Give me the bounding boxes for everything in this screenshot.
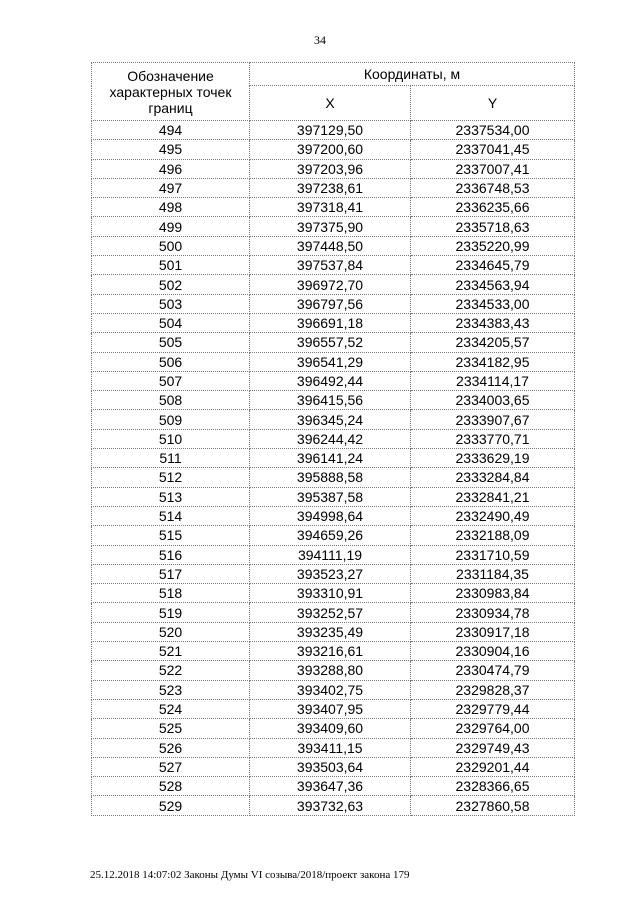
point-number-cell: 509 bbox=[92, 410, 250, 429]
point-number-cell: 518 bbox=[92, 584, 250, 603]
table-row bbox=[92, 198, 575, 217]
point-number-cell: 524 bbox=[92, 699, 250, 718]
table-row bbox=[92, 738, 575, 757]
y-coordinate-cell: 2330983,84 bbox=[411, 584, 575, 603]
y-coordinate-cell: 2334563,94 bbox=[411, 275, 575, 294]
x-coordinate-cell: 393407,95 bbox=[250, 699, 411, 718]
point-number-cell: 510 bbox=[92, 429, 250, 448]
page-number: 34 bbox=[314, 33, 326, 47]
table-row bbox=[92, 642, 575, 661]
x-coordinate-cell: 393310,91 bbox=[250, 584, 411, 603]
point-number-cell: 523 bbox=[92, 680, 250, 699]
y-coordinate-cell: 2333907,67 bbox=[411, 410, 575, 429]
header-designation: Обозначение характерных точек границ bbox=[92, 63, 250, 121]
x-coordinate-cell: 396345,24 bbox=[250, 410, 411, 429]
point-number-cell: 495 bbox=[92, 140, 250, 159]
point-number-cell: 521 bbox=[92, 642, 250, 661]
table-row bbox=[92, 449, 575, 468]
x-coordinate-cell: 393216,61 bbox=[250, 642, 411, 661]
x-coordinate-cell: 393402,75 bbox=[250, 680, 411, 699]
y-coordinate-cell: 2334645,79 bbox=[411, 256, 575, 275]
point-number-cell: 507 bbox=[92, 371, 250, 390]
point-number-cell: 513 bbox=[92, 487, 250, 506]
header-y: Y bbox=[411, 86, 575, 121]
y-coordinate-cell: 2334383,43 bbox=[411, 313, 575, 332]
y-coordinate-cell: 2332188,09 bbox=[411, 526, 575, 545]
y-coordinate-cell: 2327860,58 bbox=[411, 796, 575, 815]
y-coordinate-cell: 2330934,78 bbox=[411, 603, 575, 622]
point-number-cell: 516 bbox=[92, 545, 250, 564]
table-row bbox=[92, 487, 575, 506]
x-coordinate-cell: 393288,80 bbox=[250, 661, 411, 680]
point-number-cell: 506 bbox=[92, 352, 250, 371]
point-number-cell: 508 bbox=[92, 391, 250, 410]
x-coordinate-cell: 397375,90 bbox=[250, 217, 411, 236]
x-coordinate-cell: 393732,63 bbox=[250, 796, 411, 815]
x-coordinate-cell: 393411,15 bbox=[250, 738, 411, 757]
table-row bbox=[92, 526, 575, 545]
y-coordinate-cell: 2328366,65 bbox=[411, 777, 575, 796]
table-row bbox=[92, 256, 575, 275]
point-number-cell: 505 bbox=[92, 333, 250, 352]
x-coordinate-cell: 394998,64 bbox=[250, 506, 411, 525]
point-number-cell: 527 bbox=[92, 757, 250, 776]
point-number-cell: 498 bbox=[92, 198, 250, 217]
y-coordinate-cell: 2331184,35 bbox=[411, 564, 575, 583]
coordinates-table bbox=[91, 62, 575, 816]
y-coordinate-cell: 2333770,71 bbox=[411, 429, 575, 448]
table-row bbox=[92, 159, 575, 178]
x-coordinate-cell: 397448,50 bbox=[250, 236, 411, 255]
point-number-cell: 519 bbox=[92, 603, 250, 622]
table-row bbox=[92, 313, 575, 332]
table-row bbox=[92, 603, 575, 622]
table-row bbox=[92, 584, 575, 603]
x-coordinate-cell: 397129,50 bbox=[250, 121, 411, 140]
point-number-cell: 526 bbox=[92, 738, 250, 757]
point-number-cell: 511 bbox=[92, 449, 250, 468]
table-row bbox=[92, 217, 575, 236]
x-coordinate-cell: 396492,44 bbox=[250, 371, 411, 390]
table-row bbox=[92, 545, 575, 564]
point-number-cell: 497 bbox=[92, 178, 250, 197]
table-row bbox=[92, 757, 575, 776]
y-coordinate-cell: 2335220,99 bbox=[411, 236, 575, 255]
x-coordinate-cell: 395888,58 bbox=[250, 468, 411, 487]
point-number-cell: 514 bbox=[92, 506, 250, 525]
table-row bbox=[92, 777, 575, 796]
point-number-cell: 529 bbox=[92, 796, 250, 815]
y-coordinate-cell: 2334114,17 bbox=[411, 371, 575, 390]
x-coordinate-cell: 394659,26 bbox=[250, 526, 411, 545]
x-coordinate-cell: 395387,58 bbox=[250, 487, 411, 506]
x-coordinate-cell: 393409,60 bbox=[250, 719, 411, 738]
table-row bbox=[92, 661, 575, 680]
x-coordinate-cell: 393252,57 bbox=[250, 603, 411, 622]
point-number-cell: 517 bbox=[92, 564, 250, 583]
y-coordinate-cell: 2329828,37 bbox=[411, 680, 575, 699]
header-coordinates: Координаты, м bbox=[250, 63, 575, 86]
table-row bbox=[92, 371, 575, 390]
table-row bbox=[92, 622, 575, 641]
table-body bbox=[92, 121, 575, 816]
table-row bbox=[92, 506, 575, 525]
x-coordinate-cell: 396972,70 bbox=[250, 275, 411, 294]
header-x: X bbox=[250, 86, 411, 121]
y-coordinate-cell: 2335718,63 bbox=[411, 217, 575, 236]
y-coordinate-cell: 2330474,79 bbox=[411, 661, 575, 680]
x-coordinate-cell: 393503,64 bbox=[250, 757, 411, 776]
point-number-cell: 512 bbox=[92, 468, 250, 487]
x-coordinate-cell: 393523,27 bbox=[250, 564, 411, 583]
table-row bbox=[92, 680, 575, 699]
y-coordinate-cell: 2336748,53 bbox=[411, 178, 575, 197]
table-row bbox=[92, 429, 575, 448]
table-row bbox=[92, 699, 575, 718]
point-number-cell: 501 bbox=[92, 256, 250, 275]
y-coordinate-cell: 2329201,44 bbox=[411, 757, 575, 776]
y-coordinate-cell: 2330917,18 bbox=[411, 622, 575, 641]
x-coordinate-cell: 397318,41 bbox=[250, 198, 411, 217]
y-coordinate-cell: 2331710,59 bbox=[411, 545, 575, 564]
x-coordinate-cell: 396415,56 bbox=[250, 391, 411, 410]
table-row bbox=[92, 140, 575, 159]
table-row bbox=[92, 275, 575, 294]
point-number-cell: 522 bbox=[92, 661, 250, 680]
y-coordinate-cell: 2332841,21 bbox=[411, 487, 575, 506]
y-coordinate-cell: 2337041,45 bbox=[411, 140, 575, 159]
x-coordinate-cell: 396797,56 bbox=[250, 294, 411, 313]
y-coordinate-cell: 2336235,66 bbox=[411, 198, 575, 217]
y-coordinate-cell: 2329764,00 bbox=[411, 719, 575, 738]
table-row bbox=[92, 333, 575, 352]
table-row bbox=[92, 564, 575, 583]
table-row bbox=[92, 236, 575, 255]
table-row bbox=[92, 468, 575, 487]
y-coordinate-cell: 2337534,00 bbox=[411, 121, 575, 140]
point-number-cell: 496 bbox=[92, 159, 250, 178]
x-coordinate-cell: 393235,49 bbox=[250, 622, 411, 641]
x-coordinate-cell: 397537,84 bbox=[250, 256, 411, 275]
table-row bbox=[92, 796, 575, 815]
y-coordinate-cell: 2334205,57 bbox=[411, 333, 575, 352]
y-coordinate-cell: 2334533,00 bbox=[411, 294, 575, 313]
table-row bbox=[92, 121, 575, 140]
footer-stamp: 25.12.2018 14:07:02 Законы Думы VI созыва/2018/проект закона 179 bbox=[90, 869, 410, 881]
x-coordinate-cell: 396557,52 bbox=[250, 333, 411, 352]
table-row bbox=[92, 294, 575, 313]
point-number-cell: 520 bbox=[92, 622, 250, 641]
y-coordinate-cell: 2337007,41 bbox=[411, 159, 575, 178]
x-coordinate-cell: 397200,60 bbox=[250, 140, 411, 159]
y-coordinate-cell: 2334003,65 bbox=[411, 391, 575, 410]
y-coordinate-cell: 2333629,19 bbox=[411, 449, 575, 468]
y-coordinate-cell: 2333284,84 bbox=[411, 468, 575, 487]
y-coordinate-cell: 2332490,49 bbox=[411, 506, 575, 525]
x-coordinate-cell: 396541,29 bbox=[250, 352, 411, 371]
point-number-cell: 494 bbox=[92, 121, 250, 140]
point-number-cell: 525 bbox=[92, 719, 250, 738]
table-row bbox=[92, 719, 575, 738]
y-coordinate-cell: 2329749,43 bbox=[411, 738, 575, 757]
x-coordinate-cell: 394111,19 bbox=[250, 545, 411, 564]
table-row bbox=[92, 178, 575, 197]
y-coordinate-cell: 2330904,16 bbox=[411, 642, 575, 661]
point-number-cell: 504 bbox=[92, 313, 250, 332]
point-number-cell: 500 bbox=[92, 236, 250, 255]
x-coordinate-cell: 396691,18 bbox=[250, 313, 411, 332]
point-number-cell: 528 bbox=[92, 777, 250, 796]
point-number-cell: 515 bbox=[92, 526, 250, 545]
x-coordinate-cell: 396244,42 bbox=[250, 429, 411, 448]
point-number-cell: 499 bbox=[92, 217, 250, 236]
point-number-cell: 502 bbox=[92, 275, 250, 294]
y-coordinate-cell: 2329779,44 bbox=[411, 699, 575, 718]
table-row bbox=[92, 391, 575, 410]
y-coordinate-cell: 2334182,95 bbox=[411, 352, 575, 371]
x-coordinate-cell: 396141,24 bbox=[250, 449, 411, 468]
x-coordinate-cell: 397238,61 bbox=[250, 178, 411, 197]
point-number-cell: 503 bbox=[92, 294, 250, 313]
x-coordinate-cell: 393647,36 bbox=[250, 777, 411, 796]
table-row bbox=[92, 410, 575, 429]
table-row bbox=[92, 352, 575, 371]
x-coordinate-cell: 397203,96 bbox=[250, 159, 411, 178]
